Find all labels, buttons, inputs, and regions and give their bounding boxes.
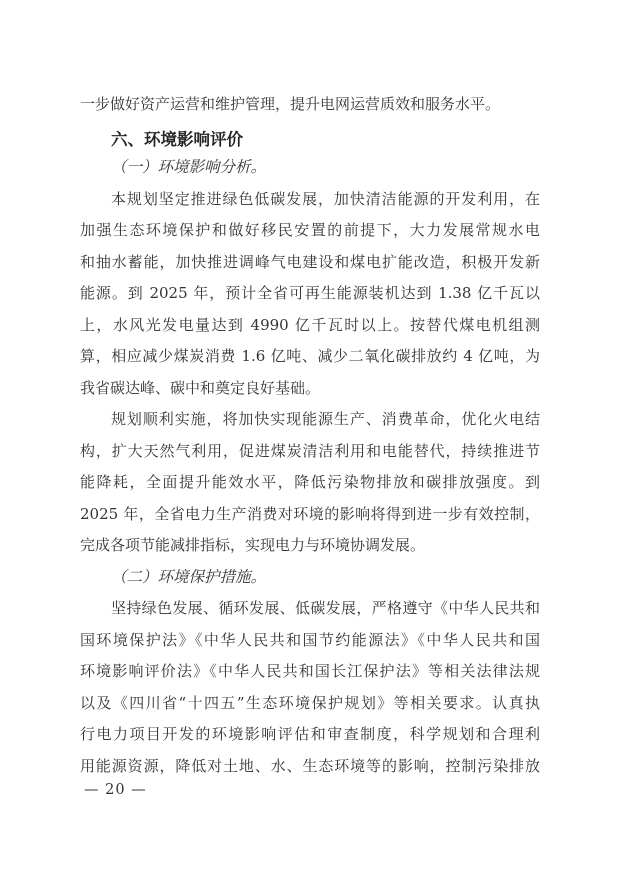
text-line: 算，相应减少煤炭消费 1.6 亿吨、减少二氧化碳排放约 4 亿吨，为 <box>80 347 540 365</box>
text-line: 加强生态环境保护和做好移民安置的前提下，大力发展常规水电 <box>80 221 540 239</box>
text-line: 坚持绿色发展、循环发展、低碳发展，严格遵守《中华人民共和 <box>111 599 540 617</box>
text-line: 构，扩大天然气利用，促进煤炭清洁利用和电能替代，持续推进节 <box>80 441 540 460</box>
text-line: 能源。到 2025 年，预计全省可再生能源装机达到 1.38 亿千瓦以 <box>80 284 540 302</box>
text-line: 和抽水蓄能，加快推进调峰气电建设和煤电扩能改造，积极开发新 <box>80 252 540 271</box>
text-line: 上，水风光发电量达到 4990 亿千瓦时以上。按替代煤电机组测 <box>80 315 540 334</box>
text-line: 能降耗，全面提升能效水平，降低污染物排放和碳排放强度。到 <box>80 473 540 491</box>
text-line: 以及《四川省“十四五”生态环境保护规划》等相关要求。认真执 <box>80 693 540 712</box>
text-line: 一步做好资产运营和维护管理，提升电网运营质效和服务水平。 <box>80 95 501 113</box>
text-line: 本规划坚定推进绿色低碳发展，加快清洁能源的开发利用，在 <box>111 189 540 208</box>
text-line: 行电力项目开发的环境影响评估和审查制度，科学规划和合理利 <box>80 725 540 743</box>
section-heading: 六、环境影响评价 <box>111 129 243 149</box>
text-line: 国环境保护法》《中华人民共和国节约能源法》《中华人民共和国 <box>80 630 540 649</box>
text-line: 完成各项节能减排指标，实现电力与环境协调发展。 <box>80 536 426 554</box>
text-line: 用能源资源，降低对土地、水、生态环境等的影响，控制污染排放 <box>80 756 540 775</box>
subsection-2-heading: （二）环境保护措施。 <box>111 567 267 586</box>
text-line: 规划顺利实施，将加快实现能源生产、消费革命，优化火电结 <box>111 410 540 428</box>
text-line: 我省碳达峰、碳中和奠定良好基础。 <box>80 378 321 397</box>
text-line: 环境影响评价法》《中华人民共和国长江保护法》等相关法律法规 <box>80 662 540 680</box>
subsection-1-heading: （一）环境影响分析。 <box>111 158 267 176</box>
text-line: 2025 年，全省电力生产消费对环境的影响将得到进一步有效控制， <box>80 504 540 523</box>
document-body <box>80 89 540 782</box>
page-number: — 20 — <box>84 782 147 798</box>
